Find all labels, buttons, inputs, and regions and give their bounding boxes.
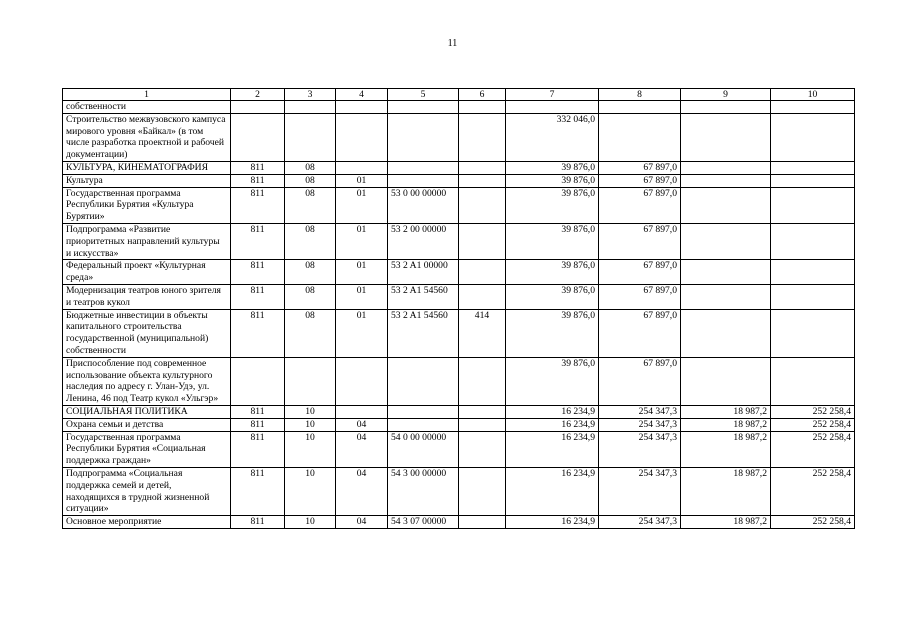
table-cell: 54 0 00 00000 [388, 431, 459, 467]
table-cell [231, 357, 285, 405]
table-cell: 67 897,0 [599, 174, 681, 187]
table-cell [459, 187, 506, 223]
table-row [63, 309, 855, 357]
table-cell [599, 113, 681, 161]
table-cell: Приспособление под современное использование объекта культурного наследия по адресу г. Улан-Удэ, ул. Ленина, 46 под Театр кукол «Ульгэр» [63, 357, 231, 405]
table-cell [336, 101, 388, 114]
table-cell: 67 897,0 [599, 223, 681, 259]
table-cell: Государственная программа Республики Бурятия «Культура Бурятии» [63, 187, 231, 223]
table-cell: 01 [336, 223, 388, 259]
table-cell: 67 897,0 [599, 357, 681, 405]
table-row [63, 187, 855, 223]
table-cell [681, 113, 771, 161]
table-cell: 811 [231, 223, 285, 259]
table-row [63, 431, 855, 467]
table-cell: 53 2 00 00000 [388, 223, 459, 259]
table-cell: 16 234,9 [506, 516, 599, 529]
table-row [63, 174, 855, 187]
table-row [63, 284, 855, 309]
table-cell [388, 174, 459, 187]
table-cell: 252 258,4 [771, 467, 855, 515]
table-cell [388, 101, 459, 114]
table-cell: 16 234,9 [506, 467, 599, 515]
table-cell [681, 223, 771, 259]
table-cell: 252 258,4 [771, 405, 855, 418]
table-cell: 08 [285, 284, 336, 309]
table-cell: Бюджетные инвестиции в объекты капитального строительства государственной (муниципальной) собственности [63, 309, 231, 357]
table-cell [459, 113, 506, 161]
table-cell [771, 161, 855, 174]
table-cell [388, 113, 459, 161]
table-cell [459, 516, 506, 529]
column-header: 10 [771, 89, 855, 101]
table-cell [231, 101, 285, 114]
table-cell [771, 223, 855, 259]
table-cell [285, 357, 336, 405]
table-cell [771, 260, 855, 285]
table-cell [771, 174, 855, 187]
table-cell: 10 [285, 431, 336, 467]
column-header: 3 [285, 89, 336, 101]
table-cell: 254 347,3 [599, 418, 681, 431]
table-cell: 811 [231, 174, 285, 187]
table-cell: 67 897,0 [599, 260, 681, 285]
table-cell: 811 [231, 418, 285, 431]
table-cell: 332 046,0 [506, 113, 599, 161]
table-cell: Охрана семьи и детства [63, 418, 231, 431]
table-row [63, 223, 855, 259]
table-cell [459, 174, 506, 187]
table-cell: 39 876,0 [506, 260, 599, 285]
table-cell [459, 223, 506, 259]
table-cell [681, 260, 771, 285]
table-cell: 811 [231, 516, 285, 529]
table-cell: 04 [336, 516, 388, 529]
table-cell [771, 284, 855, 309]
table-cell: Модернизация театров юного зрителя и театров кукол [63, 284, 231, 309]
table-row [63, 467, 855, 515]
table-cell [459, 431, 506, 467]
table-cell: 04 [336, 418, 388, 431]
table-cell [388, 161, 459, 174]
table-cell [771, 113, 855, 161]
table-cell: 04 [336, 467, 388, 515]
column-header: 9 [681, 89, 771, 101]
table-cell [388, 418, 459, 431]
table-cell [388, 357, 459, 405]
table-cell: 01 [336, 260, 388, 285]
table-cell: 01 [336, 187, 388, 223]
table-cell: 811 [231, 284, 285, 309]
table-cell: 254 347,3 [599, 467, 681, 515]
table-cell: 811 [231, 161, 285, 174]
table-cell [285, 101, 336, 114]
table-cell [459, 260, 506, 285]
table-cell: 08 [285, 223, 336, 259]
table-cell: 39 876,0 [506, 284, 599, 309]
table-cell: 39 876,0 [506, 309, 599, 357]
table-cell [771, 187, 855, 223]
table-cell: 16 234,9 [506, 431, 599, 467]
table-cell: 811 [231, 260, 285, 285]
table-cell: 18 987,2 [681, 516, 771, 529]
table-cell: 811 [231, 467, 285, 515]
table-cell [459, 161, 506, 174]
table-cell: 67 897,0 [599, 309, 681, 357]
table-cell: 54 3 00 00000 [388, 467, 459, 515]
table-cell: 67 897,0 [599, 187, 681, 223]
table-cell [681, 309, 771, 357]
table-cell: Подпрограмма «Развитие приоритетных направлений культуры и искусства» [63, 223, 231, 259]
table-cell [459, 101, 506, 114]
table-cell: 08 [285, 174, 336, 187]
table-cell: 18 987,2 [681, 405, 771, 418]
table-cell [681, 161, 771, 174]
table-cell [599, 101, 681, 114]
page-number: 11 [447, 38, 458, 49]
table-row [63, 161, 855, 174]
budget-table [62, 88, 855, 529]
table-cell: 16 234,9 [506, 405, 599, 418]
table-cell [336, 161, 388, 174]
table-cell: 39 876,0 [506, 357, 599, 405]
table-cell: 01 [336, 309, 388, 357]
table-cell: 18 987,2 [681, 418, 771, 431]
table-cell: 39 876,0 [506, 223, 599, 259]
table-cell [681, 174, 771, 187]
table-cell: 08 [285, 161, 336, 174]
table-cell: Основное мероприятие [63, 516, 231, 529]
table-cell [459, 357, 506, 405]
column-header: 7 [506, 89, 599, 101]
table-cell: 16 234,9 [506, 418, 599, 431]
table-cell: 08 [285, 260, 336, 285]
table-cell: 811 [231, 405, 285, 418]
table-cell: 811 [231, 187, 285, 223]
table-cell [681, 187, 771, 223]
table-cell: 08 [285, 309, 336, 357]
table-cell: 252 258,4 [771, 418, 855, 431]
table-cell: 811 [231, 431, 285, 467]
table-cell: 53 2 A1 00000 [388, 260, 459, 285]
table-cell: КУЛЬТУРА, КИНЕМАТОГРАФИЯ [63, 161, 231, 174]
column-header: 1 [63, 89, 231, 101]
table-cell: 39 876,0 [506, 174, 599, 187]
column-header: 8 [599, 89, 681, 101]
table-header-row [63, 89, 855, 101]
table-cell [681, 101, 771, 114]
table-row [63, 260, 855, 285]
table-cell: Культура [63, 174, 231, 187]
table-cell: 811 [231, 309, 285, 357]
table-cell [231, 113, 285, 161]
table-cell [681, 357, 771, 405]
table-row [63, 516, 855, 529]
table-cell [459, 284, 506, 309]
column-header: 6 [459, 89, 506, 101]
table-cell: Подпрограмма «Социальная поддержка семей и детей, находящихся в трудной жизненной ситуации» [63, 467, 231, 515]
table-cell: 04 [336, 431, 388, 467]
table-cell: 252 258,4 [771, 516, 855, 529]
table-cell: 252 258,4 [771, 431, 855, 467]
table-cell [336, 405, 388, 418]
table-cell [459, 418, 506, 431]
table-cell [506, 101, 599, 114]
table-cell: 08 [285, 187, 336, 223]
table-cell [459, 405, 506, 418]
table-row [63, 418, 855, 431]
table-cell: 53 2 A1 54560 [388, 309, 459, 357]
column-header: 2 [231, 89, 285, 101]
table-cell: Государственная программа Республики Бурятия «Социальная поддержка граждан» [63, 431, 231, 467]
table-cell: 39 876,0 [506, 161, 599, 174]
table-cell [459, 467, 506, 515]
table-cell: 18 987,2 [681, 467, 771, 515]
table-row [63, 405, 855, 418]
table-cell [681, 284, 771, 309]
table-cell: 01 [336, 284, 388, 309]
table-cell: 01 [336, 174, 388, 187]
table-cell: 54 3 07 00000 [388, 516, 459, 529]
table-cell: 39 876,0 [506, 187, 599, 223]
table-cell: 18 987,2 [681, 431, 771, 467]
table-row [63, 113, 855, 161]
table-cell: собственности [63, 101, 231, 114]
table-cell: 254 347,3 [599, 516, 681, 529]
column-header: 4 [336, 89, 388, 101]
table-row [63, 357, 855, 405]
column-header: 5 [388, 89, 459, 101]
table-cell: Строительство межвузовского кампуса мирового уровня «Байкал» (в том числе разработка проектной и рабочей документации) [63, 113, 231, 161]
table-cell [388, 405, 459, 418]
table-cell: 10 [285, 418, 336, 431]
table-cell: 254 347,3 [599, 431, 681, 467]
table-cell [336, 357, 388, 405]
table-cell: 254 347,3 [599, 405, 681, 418]
table-row [63, 101, 855, 114]
table-cell: 414 [459, 309, 506, 357]
table-cell: 10 [285, 467, 336, 515]
table-cell [771, 101, 855, 114]
table-cell: СОЦИАЛЬНАЯ ПОЛИТИКА [63, 405, 231, 418]
table-cell: 10 [285, 405, 336, 418]
table-cell [285, 113, 336, 161]
table-cell: 53 2 A1 54560 [388, 284, 459, 309]
table-cell [771, 357, 855, 405]
table-cell: Федеральный проект «Культурная среда» [63, 260, 231, 285]
table-cell: 67 897,0 [599, 161, 681, 174]
table-cell: 67 897,0 [599, 284, 681, 309]
table-cell [336, 113, 388, 161]
table-cell: 10 [285, 516, 336, 529]
table-cell [771, 309, 855, 357]
table-cell: 53 0 00 00000 [388, 187, 459, 223]
